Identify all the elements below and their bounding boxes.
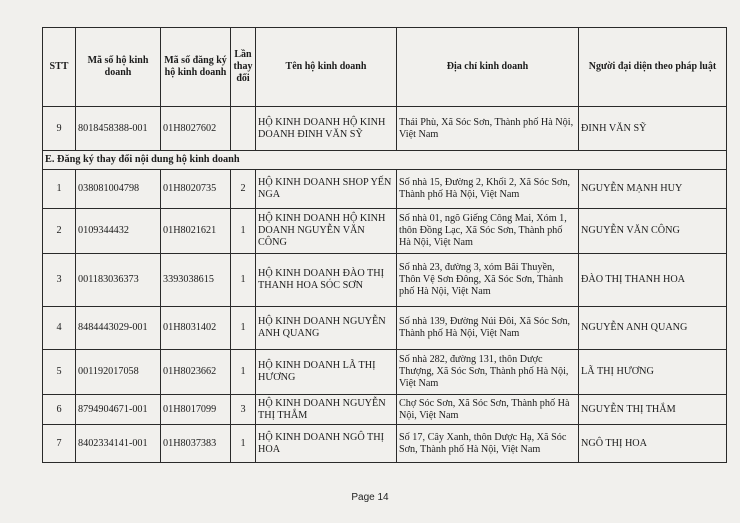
cell-tax-code: 8018458388-001 — [76, 107, 161, 151]
header-business-address: Địa chỉ kinh doanh — [397, 28, 579, 107]
cell-business-name: HỘ KINH DOANH NGUYỄN THỊ THẮM — [256, 395, 397, 425]
cell-change-count: 1 — [231, 350, 256, 395]
cell-tax-code: 038081004798 — [76, 170, 161, 209]
section-e-title: E. Đăng ký thay đổi nội dung hộ kinh doanh — [43, 151, 727, 170]
cell-tax-code: 8402334141-001 — [76, 425, 161, 463]
cell-business-name: HỘ KINH DOANH HỘ KINH DOANH NGUYỄN VĂN CÔNG — [256, 209, 397, 254]
table-row — [43, 254, 727, 307]
cell-business-address: Chợ Sóc Sơn, Xã Sóc Sơn, Thành phố Hà Nội, Việt Nam — [397, 395, 579, 425]
header-registration-number: Mã số đăng ký hộ kinh doanh — [161, 28, 231, 107]
cell-stt: 7 — [43, 425, 76, 463]
table-header-row — [43, 28, 727, 107]
cell-legal-representative: NGUYỄN THỊ THẮM — [579, 395, 727, 425]
cell-business-name: HỘ KINH DOANH LÃ THỊ HƯƠNG — [256, 350, 397, 395]
section-heading-row — [43, 151, 727, 170]
cell-stt: 2 — [43, 209, 76, 254]
cell-registration-number: 01H8031402 — [161, 307, 231, 350]
table-row — [43, 307, 727, 350]
cell-change-count: 2 — [231, 170, 256, 209]
cell-business-name: HỘ KINH DOANH SHOP YẾN NGA — [256, 170, 397, 209]
cell-tax-code: 8794904671-001 — [76, 395, 161, 425]
cell-business-name: HỘ KINH DOANH HỘ KINH DOANH ĐINH VĂN SỸ — [256, 107, 397, 151]
cell-stt: 5 — [43, 350, 76, 395]
cell-stt: 9 — [43, 107, 76, 151]
cell-registration-number: 01H8023662 — [161, 350, 231, 395]
cell-business-name: HỘ KINH DOANH NGUYỄN ANH QUANG — [256, 307, 397, 350]
cell-registration-number: 01H8020735 — [161, 170, 231, 209]
cell-legal-representative: LÃ THỊ HƯƠNG — [579, 350, 727, 395]
cell-change-count: 3 — [231, 395, 256, 425]
cell-registration-number: 01H8017099 — [161, 395, 231, 425]
cell-business-address: Số nhà 139, Đường Núi Đôi, Xã Sóc Sơn, Thành phố Hà Nội, Việt Nam — [397, 307, 579, 350]
cell-stt: 6 — [43, 395, 76, 425]
header-legal-representative: Người đại diện theo pháp luật — [579, 28, 727, 107]
cell-stt: 4 — [43, 307, 76, 350]
cell-stt: 1 — [43, 170, 76, 209]
table-row — [43, 395, 727, 425]
cell-legal-representative: NGÔ THỊ HOA — [579, 425, 727, 463]
cell-business-address: Số 17, Cây Xanh, thôn Dược Hạ, Xã Sóc Sơn, Thành phố Hà Nội, Việt Nam — [397, 425, 579, 463]
cell-change-count: 1 — [231, 425, 256, 463]
cell-business-address: Số nhà 15, Đường 2, Khối 2, Xã Sóc Sơn, Thành phố Hà Nội, Việt Nam — [397, 170, 579, 209]
cell-registration-number: 01H8037383 — [161, 425, 231, 463]
cell-tax-code: 001183036373 — [76, 254, 161, 307]
cell-business-name: HỘ KINH DOANH ĐÀO THỊ THANH HOA SÓC SƠN — [256, 254, 397, 307]
cell-business-address: Số nhà 282, đường 131, thôn Dược Thượng, Xã Sóc Sơn, Thành phố Hà Nội, Việt Nam — [397, 350, 579, 395]
cell-registration-number: 3393038615 — [161, 254, 231, 307]
table-row — [43, 425, 727, 463]
table-row — [43, 350, 727, 395]
header-tax-code: Mã số hộ kinh doanh — [76, 28, 161, 107]
cell-registration-number: 01H8027602 — [161, 107, 231, 151]
cell-change-count: 1 — [231, 209, 256, 254]
cell-business-name: HỘ KINH DOANH NGÔ THỊ HOA — [256, 425, 397, 463]
cell-stt: 3 — [43, 254, 76, 307]
cell-legal-representative: NGUYỄN MẠNH HUY — [579, 170, 727, 209]
cell-legal-representative: NGUYỄN ANH QUANG — [579, 307, 727, 350]
cell-registration-number: 01H8021621 — [161, 209, 231, 254]
cell-change-count — [231, 107, 256, 151]
cell-change-count: 1 — [231, 307, 256, 350]
header-stt: STT — [43, 28, 76, 107]
cell-legal-representative: NGUYỄN VĂN CÔNG — [579, 209, 727, 254]
table-row — [43, 209, 727, 254]
cell-business-address: Số nhà 01, ngõ Giếng Công Mai, Xóm 1, thôn Đồng Lạc, Xã Sóc Sơn, Thành phố Hà Nội, Việt Nam — [397, 209, 579, 254]
cell-tax-code: 0109344432 — [76, 209, 161, 254]
cell-business-address: Thái Phù, Xã Sóc Sơn, Thành phố Hà Nội, Việt Nam — [397, 107, 579, 151]
cell-business-address: Số nhà 23, đường 3, xóm Bãi Thuyền, Thôn Vệ Sơn Đông, Xã Sóc Sơn, Thành phố Hà Nội, Việt Nam — [397, 254, 579, 307]
cell-tax-code: 8484443029-001 — [76, 307, 161, 350]
cell-tax-code: 001192017058 — [76, 350, 161, 395]
table-row — [43, 107, 727, 151]
cell-legal-representative: ĐINH VĂN SỸ — [579, 107, 727, 151]
cell-change-count: 1 — [231, 254, 256, 307]
business-registration-table — [42, 27, 727, 463]
page-number: Page 14 — [351, 492, 389, 503]
cell-legal-representative: ĐÀO THỊ THANH HOA — [579, 254, 727, 307]
table-row — [43, 170, 727, 209]
header-business-name: Tên hộ kinh doanh — [256, 28, 397, 107]
header-change-count: Lần thay đổi — [231, 28, 256, 107]
